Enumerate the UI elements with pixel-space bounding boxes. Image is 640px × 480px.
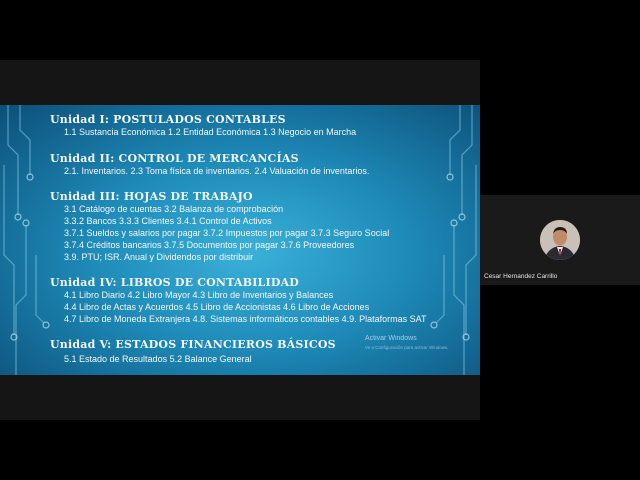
- participant-avatar: [540, 220, 580, 260]
- unit-5-title: Unidad V: ESTADOS FINANCIEROS BÁSICOS: [50, 338, 336, 351]
- unit-5-line: 5.1 Estado de Resultados 5.2 Balance General: [64, 354, 252, 364]
- unit-4-line-2: 4.4 Libro de Actas y Acuerdos 4.5 Libro de Accionistas 4.6 Libro de Acciones: [64, 302, 370, 312]
- participant-video-tile[interactable]: [480, 195, 640, 285]
- unit-1-line: 1.1 Sustancia Económica 1.2 Entidad Económica 1.3 Negocio en Marcha: [64, 127, 357, 137]
- unit-4-title: Unidad IV: LIBROS DE CONTABILIDAD: [50, 276, 300, 289]
- unit-3-title: Unidad III: HOJAS DE TRABAJO: [50, 190, 253, 203]
- unit-1-title: Unidad I: POSTULADOS CONTABLES: [50, 113, 286, 126]
- unit-3-line-1: 3.1 Catálogo de cuentas 3.2 Balanza de comprobación: [64, 204, 284, 214]
- unit-3-line-2: 3.3.2 Bancos 3.3.3 Clientes 3.4.1 Control de Activos: [64, 216, 272, 226]
- shared-screen: [0, 60, 480, 420]
- slide-content: [0, 105, 480, 375]
- unit-3-line-3: 3.7.1 Sueldos y salarios por pagar 3.7.2 Impuestos por pagar 3.7.3 Seguro Social: [64, 228, 390, 238]
- unit-2-title: Unidad II: CONTROL DE MERCANCÍAS: [50, 152, 299, 165]
- unit-4-line-3: 4.7 Libro de Moneda Extranjera 4.8. Sistemas informáticos contables 4.9. Plataformas SAT: [64, 314, 427, 324]
- unit-3-line-5: 3.9. PTU; ISR. Anual y Dividendos por distribuir: [64, 252, 254, 262]
- participant-name: Cesar Hernandez Carrillo: [484, 273, 558, 280]
- unit-3-line-4: 3.7.4 Créditos bancarios 3.7.5 Documentos por pagar 3.7.6 Proveedores: [64, 240, 355, 250]
- unit-2-line: 2.1. Inventarios. 2.3 Toma física de inventarios. 2.4 Valuación de inventarios.: [64, 166, 370, 176]
- windows-activation-subtitle: Ve a Configuración para activar Windows.: [365, 345, 449, 350]
- person-photo-icon: [540, 220, 580, 260]
- presentation-slide: [0, 105, 480, 375]
- unit-4-line-1: 4.1 Libro Diario 4.2 Libro Mayor 4.3 Libro de Inventarios y Balances: [64, 290, 334, 300]
- windows-activation-watermark: Activar Windows: [365, 335, 417, 342]
